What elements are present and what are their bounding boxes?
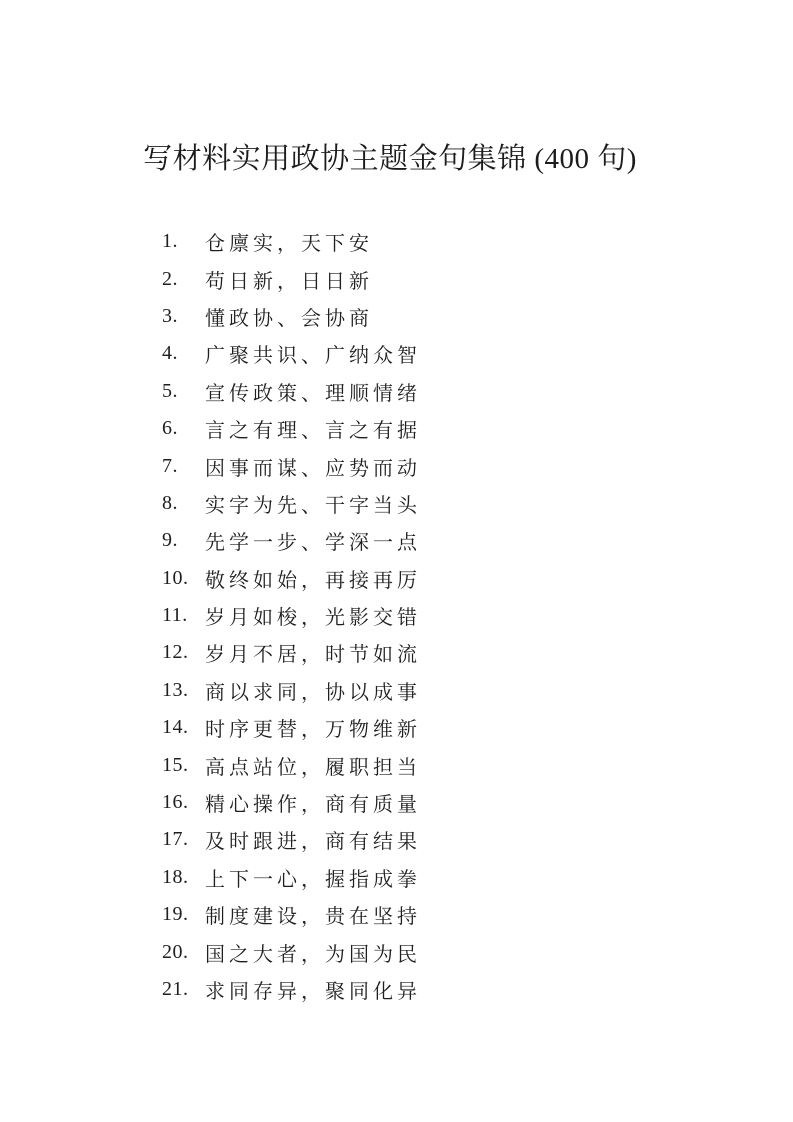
- list-item-text: 仓廪实，天下安: [205, 233, 373, 256]
- list-item-text: 岁月如梭，光影交错: [205, 607, 421, 630]
- list-item: [162, 746, 722, 783]
- list-item-text: 懂政协、会协商: [205, 307, 373, 330]
- list-item: [162, 672, 722, 709]
- list-item-text: 商以求同，协以成事: [205, 681, 421, 704]
- list-item-number: 10.: [162, 566, 189, 589]
- list-item-text: 岁月不居，时节如流: [205, 644, 421, 667]
- list-item: [162, 971, 722, 1008]
- list-item-number: 2.: [162, 267, 178, 290]
- list-item: [162, 373, 722, 410]
- list-item: [162, 560, 722, 597]
- list-item: [162, 896, 722, 933]
- list-item-number: 5.: [162, 379, 178, 402]
- list-item: [162, 298, 722, 335]
- list-item: [162, 859, 722, 896]
- list-item-number: 9.: [162, 529, 178, 552]
- list-item: [162, 260, 722, 297]
- list-item-text: 言之有理、言之有据: [205, 420, 421, 443]
- list-item-number: 17.: [162, 828, 189, 851]
- list-item-text: 苟日新，日日新: [205, 270, 373, 293]
- list-item-text: 及时跟进，商有结果: [205, 831, 421, 854]
- list-item: [162, 410, 722, 447]
- list-item-number: 4.: [162, 342, 178, 365]
- list-item-text: 精心操作，商有质量: [205, 794, 421, 817]
- list-item-text: 制度建设，贵在坚持: [205, 906, 421, 929]
- list-item-number: 8.: [162, 491, 178, 514]
- list-item-text: 高点站位，履职担当: [205, 756, 421, 779]
- list-item-number: 21.: [162, 978, 189, 1000]
- list-item: [162, 522, 722, 559]
- list-item-number: 13.: [162, 678, 189, 701]
- list-item-text: 因事而谋、应势而动: [205, 457, 421, 480]
- list-item: [162, 933, 722, 970]
- list-item-number: 7.: [162, 454, 178, 477]
- list-item-text: 广聚共识、广纳众智: [205, 345, 421, 368]
- list-item-number: 18.: [162, 865, 189, 888]
- list-item-number: 16.: [162, 791, 189, 814]
- list-item: [162, 223, 722, 260]
- list-item-number: 3.: [162, 304, 178, 327]
- quote-list: [162, 223, 722, 1008]
- list-item-number: 20.: [162, 940, 189, 963]
- list-item: [162, 634, 722, 671]
- list-item-text: 宣传政策、理顺情绪: [205, 382, 421, 405]
- list-item: [162, 821, 722, 858]
- list-item: [162, 335, 722, 372]
- list-item-text: 求同存异，聚同化异: [205, 981, 421, 1003]
- list-item: [162, 784, 722, 821]
- list-item-text: 上下一心，握指成拳: [205, 868, 421, 891]
- list-item-text: 实字为先、干字当头: [205, 494, 421, 517]
- list-item: [162, 447, 722, 484]
- list-item-number: 19.: [162, 903, 189, 926]
- list-item-number: 12.: [162, 641, 189, 664]
- list-item: [162, 485, 722, 522]
- list-item-number: 14.: [162, 716, 189, 739]
- list-item-number: 1.: [162, 230, 178, 253]
- list-item: [162, 597, 722, 634]
- list-item-number: 11.: [162, 604, 188, 627]
- list-item-number: 15.: [162, 753, 189, 776]
- list-item-text: 国之大者，为国为民: [205, 943, 421, 966]
- list-item-text: 先学一步、学深一点: [205, 532, 421, 555]
- list-item: [162, 709, 722, 746]
- list-item-text: 时序更替，万物维新: [205, 719, 421, 742]
- list-item-text: 敬终如始，再接再厉: [205, 569, 421, 592]
- document-title: 写材料实用政协主题金句集锦 (400 句): [143, 143, 637, 175]
- list-item-number: 6.: [162, 417, 178, 440]
